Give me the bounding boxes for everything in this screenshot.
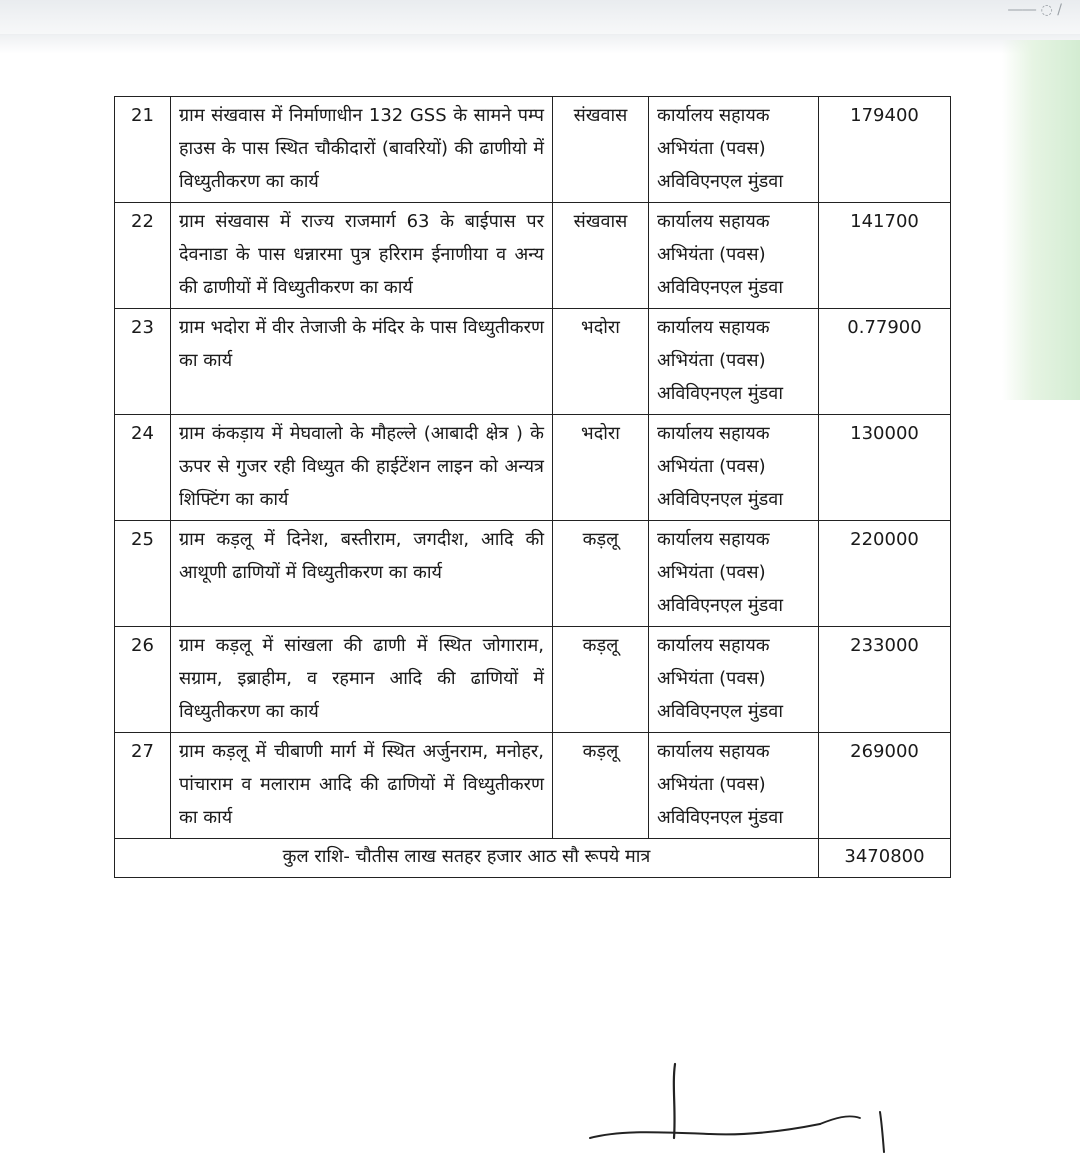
paper-edge-shadow: [0, 34, 1080, 54]
works-table: [114, 96, 951, 878]
amount: 0.77900: [819, 309, 951, 415]
page-counter-icon: ―― ◌ /: [1008, 2, 1062, 18]
screen-top-bar: [0, 0, 1080, 35]
serial-number: 21: [115, 97, 171, 203]
total-label: कुल राशि- चौतीस लाख सतहर हजार आठ सौ रूपये मात्र: [115, 839, 819, 878]
executing-office: कार्यालय सहायक अभियंता (पवस) अविविएनएल मुंडवा: [649, 733, 819, 839]
amount: 233000: [819, 627, 951, 733]
total-row: [115, 839, 951, 878]
village-name: भदोरा: [553, 309, 649, 415]
executing-office: कार्यालय सहायक अभियंता (पवस) अविविएनएल मुंडवा: [649, 415, 819, 521]
executing-office: कार्यालय सहायक अभियंता (पवस) अविविएनएल मुंडवा: [649, 627, 819, 733]
amount: 179400: [819, 97, 951, 203]
work-description: ग्राम कड़लू में सांखला की ढाणी में स्थित जोगाराम, सग्राम, इब्राहीम, व रहमान आदि की ढाणियों में विध्युतीकरण का कार्य: [171, 627, 553, 733]
executing-office: कार्यालय सहायक अभियंता (पवस) अविविएनएल मुंडवा: [649, 97, 819, 203]
work-description: ग्राम संखवास में निर्माणाधीन 132 GSS के सामने पम्प हाउस के पास स्थित चौकीदारों (बावरियों) की ढाणीयो में विध्युतीकरण का कार्य: [171, 97, 553, 203]
village-name: संखवास: [553, 97, 649, 203]
serial-number: 25: [115, 521, 171, 627]
work-description: ग्राम संखवास में राज्य राजमार्ग 63 के बाईपास पर देवनाडा के पास धन्नारमा पुत्र हरिराम ईनाणीया व अन्य की ढाणीयों में विध्युतीकरण का कार्य: [171, 203, 553, 309]
executing-office: कार्यालय सहायक अभियंता (पवस) अविविएनएल मुंडवा: [649, 309, 819, 415]
village-name: संखवास: [553, 203, 649, 309]
work-description: ग्राम कड़लू में चीबाणी मार्ग में स्थित अर्जुनराम, मनोहर, पांचाराम व मलाराम आदि की ढाणियों में विध्युतीकरण का कार्य: [171, 733, 553, 839]
executing-office: कार्यालय सहायक अभियंता (पवस) अविविएनएल मुंडवा: [649, 203, 819, 309]
serial-number: 22: [115, 203, 171, 309]
amount: 141700: [819, 203, 951, 309]
total-amount: 3470800: [819, 839, 951, 878]
signature-icon: [580, 1060, 900, 1155]
background-edge: [1002, 40, 1080, 400]
executing-office: कार्यालय सहायक अभियंता (पवस) अविविएनएल मुंडवा: [649, 521, 819, 627]
village-name: भदोरा: [553, 415, 649, 521]
table-row: [115, 97, 951, 203]
amount: 269000: [819, 733, 951, 839]
table-row: [115, 627, 951, 733]
serial-number: 24: [115, 415, 171, 521]
work-description: ग्राम कड़लू में दिनेश, बस्तीराम, जगदीश, आदि की आथूणी ढाणियों में विध्युतीकरण का कार्य: [171, 521, 553, 627]
amount: 220000: [819, 521, 951, 627]
amount: 130000: [819, 415, 951, 521]
serial-number: 26: [115, 627, 171, 733]
table-row: [115, 415, 951, 521]
serial-number: 27: [115, 733, 171, 839]
table-row: [115, 521, 951, 627]
work-description: ग्राम कंकड़ाय में मेघवालो के मौहल्ले (आबादी क्षेत्र ) के ऊपर से गुजर रही विध्युत की हाईटेंशन लाइन को अन्यत्र शिफ्टिंग का कार्य: [171, 415, 553, 521]
table-row: [115, 203, 951, 309]
village-name: कड़लू: [553, 521, 649, 627]
table-row: [115, 309, 951, 415]
table-row: [115, 733, 951, 839]
village-name: कड़लू: [553, 733, 649, 839]
serial-number: 23: [115, 309, 171, 415]
work-description: ग्राम भदोरा में वीर तेजाजी के मंदिर के पास विध्युतीकरण का कार्य: [171, 309, 553, 415]
village-name: कड़लू: [553, 627, 649, 733]
